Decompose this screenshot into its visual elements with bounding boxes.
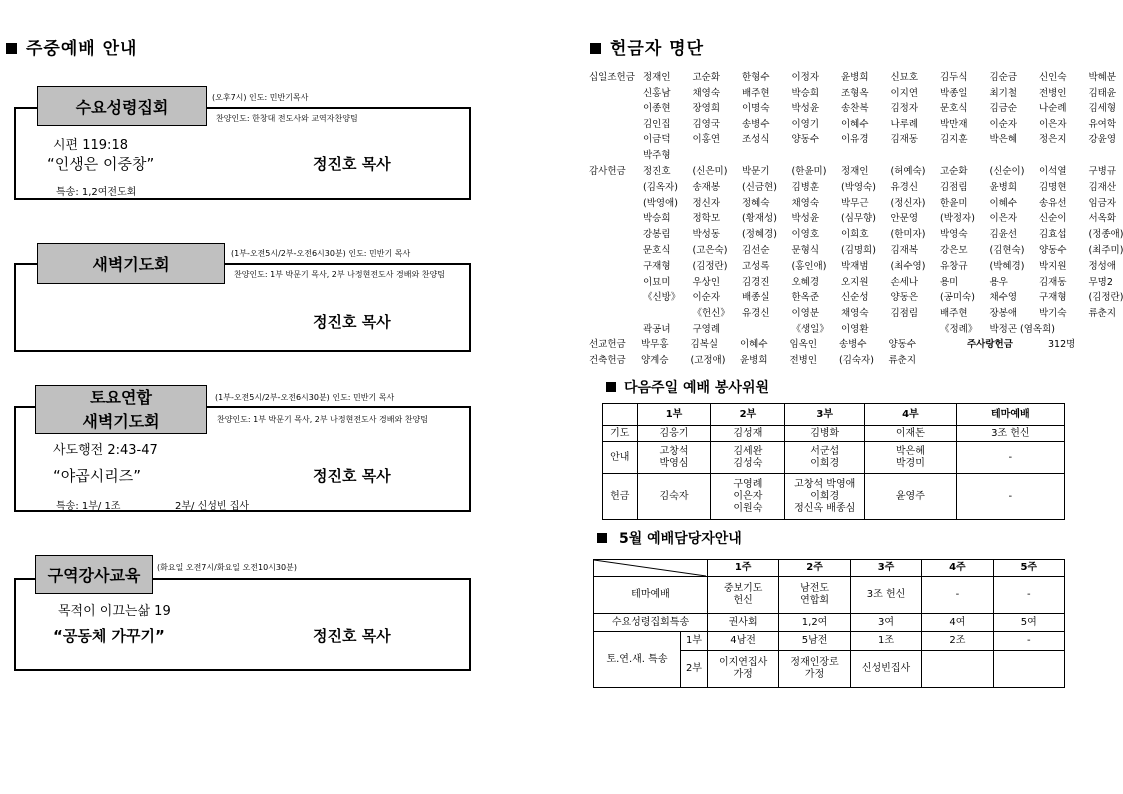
person-name: (심무향) xyxy=(841,213,876,225)
name-row xyxy=(643,305,1123,319)
person-name: 김지훈 xyxy=(940,134,968,146)
table-cell: 3조 헌신 xyxy=(956,426,1064,442)
person-name: (고은숙) xyxy=(692,245,728,256)
district-text: 목적이 이끄는삶 19 xyxy=(58,604,171,619)
table-cell: - xyxy=(922,577,993,614)
person-name: 김재복 xyxy=(890,245,919,256)
person-name: 구영례 xyxy=(692,324,721,335)
person-name: (홍인애) xyxy=(791,260,827,272)
person-name: 김명현 xyxy=(1039,181,1067,193)
person-name: (김숙자) xyxy=(839,355,874,366)
person-name: 한형수 xyxy=(742,72,770,83)
table-row xyxy=(603,474,1065,520)
district-tab: 구역강사교육 xyxy=(35,555,153,594)
person-name: 한옥준 xyxy=(791,292,820,304)
person-name: 이혜수 xyxy=(841,118,869,130)
person-name: 이영분 xyxy=(791,308,820,320)
person-name: 임금자 xyxy=(1088,197,1117,209)
person-name: (김옥자) xyxy=(643,181,678,193)
table-cell: 김성재 xyxy=(711,426,785,442)
row-header: 테마예배 xyxy=(594,577,708,614)
person-name: 윤병희 xyxy=(841,72,869,83)
person-name: 김점림 xyxy=(940,181,968,193)
person-name: 고순화 xyxy=(692,72,721,83)
person-name: (한미자) xyxy=(890,229,926,241)
person-name: 이유경 xyxy=(841,134,869,146)
person-name: 이영환 xyxy=(841,324,869,335)
dawn-pastor: 정진호 목사 xyxy=(313,313,391,331)
person-name: (김현숙) xyxy=(989,245,1025,256)
person-name: 정재인 xyxy=(841,166,869,177)
person-name: 류춘지 xyxy=(1088,308,1117,320)
table-cell xyxy=(922,651,993,688)
table-cell: 1,2여 xyxy=(779,614,851,632)
table-cell: 김숙자 xyxy=(637,474,711,520)
column-header: 3부 xyxy=(785,404,865,426)
person-name: 이은자 xyxy=(989,213,1018,225)
person-name: 박혜분 xyxy=(1088,72,1117,83)
person-name: (박영애) xyxy=(643,197,678,209)
person-name: 윤병희 xyxy=(740,355,768,366)
person-name: 이혜수 xyxy=(989,197,1018,209)
person-name: 양동수 xyxy=(888,339,917,350)
table-cell: 김세완 김성숙 xyxy=(711,442,785,474)
column-header: 2부 xyxy=(711,404,785,426)
saturday-special-1: 특송: 1부/ 1조 xyxy=(56,501,121,512)
person-name: 나루례 xyxy=(890,118,919,130)
person-name: 《생일》 xyxy=(791,324,829,335)
person-name: 김선순 xyxy=(742,245,770,256)
person-name: (정신자) xyxy=(890,197,926,209)
person-name: 박만재 xyxy=(940,118,968,130)
table-row xyxy=(594,632,1065,651)
person-name: 박문기 xyxy=(742,166,770,177)
person-name: 이지연 xyxy=(890,87,919,99)
person-name: 김윤선 xyxy=(989,229,1018,241)
person-name: 박승희 xyxy=(791,87,820,99)
table-row xyxy=(603,426,1065,442)
person-name: 이종현 xyxy=(643,103,671,115)
person-name: 전병인 xyxy=(789,355,818,366)
person-name: 신순성 xyxy=(841,292,869,304)
person-name: 이희호 xyxy=(841,229,869,241)
square-bullet-icon xyxy=(590,43,601,54)
person-name: 박성윤 xyxy=(791,103,820,115)
person-name: 구재형 xyxy=(1039,292,1067,304)
table-cell: 박은혜 박경미 xyxy=(865,442,957,474)
person-name: 박무홍 xyxy=(641,339,669,350)
person-name: 문형식 xyxy=(791,245,820,256)
row-header: 기도 xyxy=(603,426,638,442)
wednesday-special: 특송: 1,2여전도회 xyxy=(56,187,137,198)
district-sermon-title: “공동체 가꾸기” xyxy=(53,627,165,645)
person-name: 유창규 xyxy=(940,260,968,272)
person-name: 박종일 xyxy=(940,87,968,99)
person-name: 김태윤 xyxy=(1088,87,1117,99)
may-table xyxy=(593,559,1065,688)
person-name: 박승희 xyxy=(643,213,671,225)
next-week-table xyxy=(602,403,1065,520)
person-name: (황재성) xyxy=(742,213,777,225)
person-name: 박정곤 (염옥희) xyxy=(989,324,1055,335)
saturday-info-1: (1부-오전5시/2부-오전6시30분) 인도: 민반기 목사 xyxy=(215,393,395,402)
person-name: 양계승 xyxy=(641,355,669,366)
table-cell: 정재인장로 가정 xyxy=(779,651,851,688)
diagonal-line xyxy=(594,560,706,576)
person-name: 정학모 xyxy=(692,213,721,225)
corner-cell xyxy=(603,404,638,426)
table-cell: 김응기 xyxy=(637,426,711,442)
person-name: 임옥인 xyxy=(789,339,818,350)
name-row xyxy=(643,242,1123,256)
person-name: 《정례》 xyxy=(940,324,978,335)
person-name: 오지원 xyxy=(841,276,869,288)
building-names xyxy=(641,352,938,366)
table-cell: 이재돈 xyxy=(865,426,957,442)
person-name: 정은지 xyxy=(1039,134,1067,146)
wednesday-info-1: (오후7시) 인도: 민반기목사 xyxy=(212,93,309,102)
dawn-info-1: (1부-오전5시/2부-오전6시30분) 인도: 민반기 목사 xyxy=(231,249,411,258)
person-name: 손세나 xyxy=(890,276,919,288)
person-name: 배주현 xyxy=(742,87,770,99)
saturday-tab-line-2: 새벽기도회 xyxy=(82,411,160,431)
person-name: 정재인 xyxy=(643,72,671,83)
person-name: 유경신 xyxy=(742,308,770,320)
person-name: 김재동 xyxy=(1039,276,1067,288)
person-name: (한윤미) xyxy=(791,166,827,177)
person-name: 김인집 xyxy=(643,118,671,130)
person-name: 이영호 xyxy=(791,229,820,241)
person-name: 김순금 xyxy=(989,72,1018,83)
person-name: 배종실 xyxy=(742,292,770,304)
person-name: 채수영 xyxy=(989,292,1018,304)
saturday-sermon-title: “야곱시리즈” xyxy=(53,467,141,485)
name-row xyxy=(643,195,1123,209)
offering-list-title: 헌금자 명단 xyxy=(590,34,704,59)
person-name: 이홍연 xyxy=(692,134,721,146)
person-name: 우상인 xyxy=(692,276,721,288)
person-name: 김정자 xyxy=(890,103,919,115)
saturday-pastor: 정진호 목사 xyxy=(313,467,391,485)
person-name: 박무근 xyxy=(841,197,869,209)
person-name: 박주형 xyxy=(643,150,671,161)
name-row xyxy=(643,226,1123,240)
mission-extra-label: 주사랑헌금 xyxy=(967,339,1013,350)
table-cell: 5여 xyxy=(993,614,1064,632)
person-name: (박영숙) xyxy=(841,181,876,193)
person-name: (공미숙) xyxy=(940,292,975,304)
table-cell: 4남전 xyxy=(707,632,778,651)
person-name: 김점림 xyxy=(890,308,919,320)
table-cell: - xyxy=(993,632,1064,651)
thanks-label: 감사헌금 xyxy=(589,166,626,177)
person-name: 이순자 xyxy=(692,292,721,304)
person-name: 박은혜 xyxy=(989,134,1018,146)
building-label: 건축헌금 xyxy=(589,355,626,366)
column-header: 테마예배 xyxy=(956,404,1064,426)
person-name: 박지원 xyxy=(1039,260,1067,272)
square-bullet-icon xyxy=(597,533,607,543)
person-name: 양동은 xyxy=(890,292,919,304)
table-cell: 3조 헌신 xyxy=(850,577,921,614)
person-name: 채영숙 xyxy=(841,308,869,320)
district-info-1: (화요일 오전7시/화요일 오전10시30분) xyxy=(157,563,297,572)
person-name: 이은자 xyxy=(1039,118,1067,130)
name-row xyxy=(643,179,1123,193)
row-header: 안내 xyxy=(603,442,638,474)
person-name: 정신자 xyxy=(692,197,721,209)
person-name: 박성동 xyxy=(692,229,721,241)
weekday-worship-title: 주중예배 안내 xyxy=(6,34,137,59)
person-name: 구병규 xyxy=(1088,166,1117,177)
mission-extra-count: 312명 xyxy=(1048,339,1076,350)
table-cell: - xyxy=(993,577,1064,614)
person-name: (김명희) xyxy=(841,245,876,256)
person-name: 문호식 xyxy=(643,245,671,256)
column-header: 4주 xyxy=(922,560,993,577)
name-row xyxy=(643,85,1123,99)
table-cell: 5남전 xyxy=(779,632,851,651)
person-name: 이정자 xyxy=(791,72,820,83)
name-row xyxy=(643,321,1055,335)
person-name: 박기숙 xyxy=(1039,308,1067,320)
person-name: 《신방》 xyxy=(643,292,681,304)
table-cell: 윤영주 xyxy=(865,474,957,520)
person-name: 송유선 xyxy=(1039,197,1067,209)
person-name: 안문영 xyxy=(890,213,919,225)
wednesday-info-2: 찬양인도: 한창대 전도사와 교역자찬양팀 xyxy=(216,114,358,123)
person-name: 박성윤 xyxy=(791,213,820,225)
person-name: 채영숙 xyxy=(692,87,721,99)
person-name: 고순화 xyxy=(940,166,968,177)
table-cell: 4여 xyxy=(922,614,993,632)
person-name: (최주미) xyxy=(1088,245,1123,256)
person-name: 용미 xyxy=(940,276,959,288)
person-name: 채영숙 xyxy=(791,197,820,209)
table-cell: 권사회 xyxy=(707,614,778,632)
name-row xyxy=(643,69,1123,83)
person-name: 송병수 xyxy=(839,339,867,350)
name-row xyxy=(643,116,1123,130)
person-name: 신홍남 xyxy=(643,87,671,99)
name-row xyxy=(643,100,1123,114)
column-header: 3주 xyxy=(850,560,921,577)
person-name: 강봉림 xyxy=(643,229,671,241)
table-row xyxy=(603,442,1065,474)
person-name: 강은모 xyxy=(940,245,968,256)
person-name: 이혜수 xyxy=(740,339,768,350)
person-name: 김두식 xyxy=(940,72,968,83)
person-name: 정성애 xyxy=(1088,260,1117,272)
column-header: 4부 xyxy=(865,404,957,426)
person-name: 무명2 xyxy=(1088,276,1113,288)
name-row xyxy=(643,258,1123,272)
person-name: 용우 xyxy=(989,276,1008,288)
person-name: 박영숙 xyxy=(940,229,968,241)
person-name: 윤병희 xyxy=(989,181,1018,193)
square-bullet-icon xyxy=(6,43,17,54)
name-row xyxy=(643,289,1123,303)
row-header: 수요성령집회특송 xyxy=(594,614,708,632)
name-row xyxy=(643,274,1123,288)
table-cell: 2조 xyxy=(922,632,993,651)
person-name: 곽공녀 xyxy=(643,324,671,335)
person-name: 이명숙 xyxy=(742,103,770,115)
table-cell: 서군섭 이희경 xyxy=(785,442,865,474)
person-name: 김병훈 xyxy=(791,181,820,193)
person-name: 김효섭 xyxy=(1039,229,1067,241)
person-name: (정종애) xyxy=(1088,229,1123,241)
column-header: 2주 xyxy=(779,560,851,577)
person-name: (신금현) xyxy=(742,181,777,193)
row-header: 토.연.새. 특송 xyxy=(594,632,681,688)
person-name: 고성록 xyxy=(742,260,770,272)
row-header: 헌금 xyxy=(603,474,638,520)
person-name: 신순이 xyxy=(1039,213,1067,225)
person-name: 유경신 xyxy=(890,181,919,193)
wednesday-scripture: 시편 119:18 xyxy=(53,138,128,153)
mission-label: 선교헌금 xyxy=(589,339,626,350)
person-name: 이묘미 xyxy=(643,276,671,288)
table-cell xyxy=(993,651,1064,688)
person-name: 신묘호 xyxy=(890,72,919,83)
person-name: (고정애) xyxy=(690,355,726,366)
column-header: 1주 xyxy=(707,560,778,577)
person-name: 문호식 xyxy=(940,103,968,115)
person-name: 김재동 xyxy=(890,134,919,146)
table-cell: - xyxy=(956,442,1064,474)
may-title: 5월 예배담당자안내 xyxy=(597,528,742,548)
wednesday-sermon-title: “인생은 이중창” xyxy=(47,155,155,173)
person-name: 김재산 xyxy=(1088,181,1117,193)
person-name: 박재범 xyxy=(841,260,869,272)
person-name: 김복실 xyxy=(690,339,719,350)
person-name: 오혜경 xyxy=(791,276,820,288)
corner-cell xyxy=(594,560,708,577)
person-name: 장봉애 xyxy=(989,308,1018,320)
person-name: 양동수 xyxy=(1039,245,1067,256)
person-name: 류춘지 xyxy=(888,355,917,366)
person-name: 이금덕 xyxy=(643,134,671,146)
person-name: (박정자) xyxy=(940,213,975,225)
table-cell: 남전도 연합회 xyxy=(779,577,851,614)
table-cell: 고창석 박영애 이희경 정신옥 배종심 xyxy=(785,474,865,520)
name-row xyxy=(643,210,1123,224)
person-name: 김세형 xyxy=(1088,103,1117,115)
person-name: (최수영) xyxy=(890,260,926,272)
person-name: 조성식 xyxy=(742,134,770,146)
wednesday-pastor: 정진호 목사 xyxy=(313,155,391,173)
person-name: 구재형 xyxy=(643,260,671,272)
saturday-special-2: 2부/ 신성빈 집사 xyxy=(175,501,250,512)
person-name: 송재봉 xyxy=(692,181,721,193)
name-row xyxy=(643,147,693,161)
person-name: 이영기 xyxy=(791,118,820,130)
person-name: 최기철 xyxy=(989,87,1018,99)
name-row xyxy=(643,131,1123,145)
person-name: 정혜숙 xyxy=(742,197,770,209)
saturday-tab xyxy=(35,385,207,434)
mission-names xyxy=(641,336,938,350)
tithe-label: 십일조헌금 xyxy=(589,72,635,83)
table-cell: 고창석 박영심 xyxy=(637,442,711,474)
person-name: 양동수 xyxy=(791,134,820,146)
next-week-title: 다음주일 예배 봉사위원 xyxy=(606,377,769,397)
table-cell: 신성빈집사 xyxy=(850,651,921,688)
person-name: 나순례 xyxy=(1039,103,1067,115)
table-cell: - xyxy=(956,474,1064,520)
person-name: 이석열 xyxy=(1039,166,1067,177)
person-name: 신인숙 xyxy=(1039,72,1067,83)
dawn-tab: 새벽기도회 xyxy=(37,243,225,284)
table-cell: 1조 xyxy=(850,632,921,651)
table-row xyxy=(594,577,1065,614)
person-name: 배주현 xyxy=(940,308,968,320)
column-header: 1부 xyxy=(637,404,711,426)
person-name: (정혜경) xyxy=(742,229,777,241)
person-name: 김영국 xyxy=(692,118,721,130)
row-subheader: 2부 xyxy=(680,651,707,688)
table-cell: 3여 xyxy=(850,614,921,632)
person-name: (박혜경) xyxy=(989,260,1025,272)
column-header: 5주 xyxy=(993,560,1064,577)
person-name: 김경진 xyxy=(742,276,770,288)
person-name: 송병수 xyxy=(742,118,770,130)
person-name: 전병인 xyxy=(1039,87,1067,99)
person-name: 강윤영 xyxy=(1088,134,1117,146)
person-name: 유여학 xyxy=(1088,118,1117,130)
district-pastor: 정진호 목사 xyxy=(313,627,391,645)
dawn-info-2: 찬양인도: 1부 박문기 목사, 2부 나정현전도사 경배와 찬양팀 xyxy=(234,270,445,279)
person-name: 《헌신》 xyxy=(692,308,730,320)
row-subheader: 1부 xyxy=(680,632,707,651)
person-name: (신순이) xyxy=(989,166,1025,177)
person-name: 한윤미 xyxy=(940,197,968,209)
person-name: 이순자 xyxy=(989,118,1018,130)
wednesday-tab: 수요성령집회 xyxy=(37,86,207,126)
table-row xyxy=(594,614,1065,632)
table-header-row xyxy=(594,560,1065,577)
person-name: (김정란) xyxy=(692,260,728,272)
person-name: (김정란) xyxy=(1088,292,1123,304)
person-name: (신은미) xyxy=(692,166,728,177)
table-cell: 김병화 xyxy=(785,426,865,442)
table-cell: 이지연집사 가정 xyxy=(707,651,778,688)
person-name: 서옥화 xyxy=(1088,213,1117,225)
table-cell: 중보기도 헌신 xyxy=(707,577,778,614)
square-bullet-icon xyxy=(606,382,616,392)
saturday-scripture: 사도행전 2:43-47 xyxy=(53,443,158,458)
person-name: 장영희 xyxy=(692,103,721,115)
table-cell: 구영례 이은자 이원숙 xyxy=(711,474,785,520)
person-name: 김금순 xyxy=(989,103,1018,115)
saturday-tab-line-1: 토요연합 xyxy=(90,387,152,407)
saturday-info-2: 찬양인도: 1부 박문기 목사, 2부 나정현전도사 경배와 찬양팀 xyxy=(217,415,428,424)
person-name: 정진호 xyxy=(643,166,671,177)
person-name: (허예숙) xyxy=(890,166,926,177)
name-row xyxy=(643,163,1123,177)
person-name: 송찬복 xyxy=(841,103,869,115)
table-header-row xyxy=(603,404,1065,426)
person-name: 조형옥 xyxy=(841,87,869,99)
